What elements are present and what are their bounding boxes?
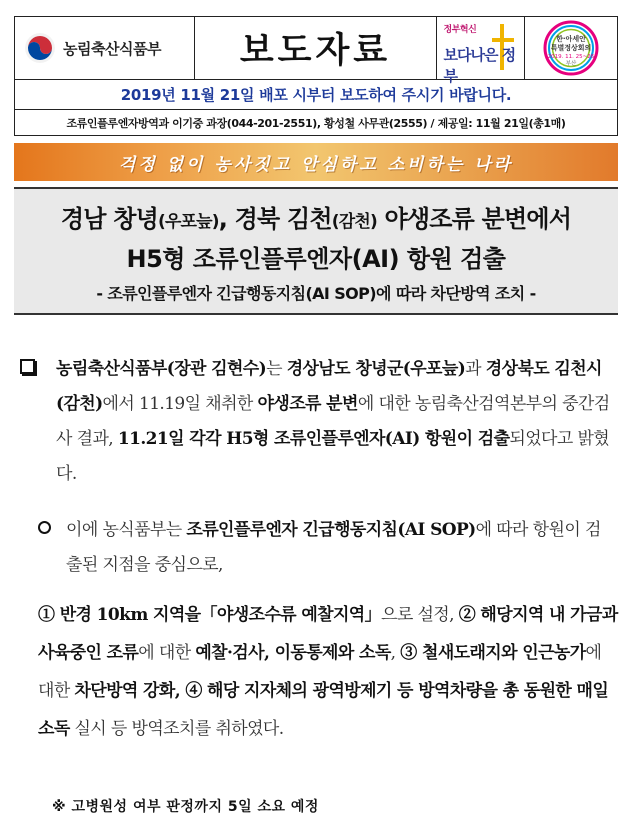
text-run: 에 따라 항원이 검출된 지점을 중심으로, [66,520,601,575]
press-header [14,16,618,85]
government-innovation-logo [442,20,520,85]
bold-text-run: ③ 철새도래지와 인근농가 [400,643,586,663]
bold-text-run: 야생조류 분변 [257,394,358,414]
contact-row [14,110,618,136]
title-cell [195,17,437,79]
slogan-banner [14,143,618,181]
text-run: , [390,643,401,663]
headline-part: 경남 창녕 [60,205,158,233]
text-run: 실시 등 방역조치를 취하였다. [69,719,284,739]
taegeuk-emblem-icon [25,33,55,63]
bold-text-run: 경상남도 창녕군(우포늪) [286,359,466,379]
text-run: 에서 11.19일 채취한 [102,394,258,414]
summit-name-line2: 특별정상회의 [550,44,592,52]
text-run: 되었다고 밝혔다. [56,429,610,484]
contact-info: 조류인플루엔자방역과 이기중 과장(044-201-2551), 황성철 사무관(2555) / 제공일: 11월 21일(총1매) [66,116,566,130]
headline-part: (우포늪) [157,212,219,232]
headline-part: , 경북 김천 [218,205,332,233]
headline-part: 야생조류 분변에서 [376,205,572,233]
bold-text-run: 차단방역 강화, ④ 해당 지자체의 광역방제기 등 방역차량을 총 동원한 매일 소독 [38,681,609,739]
page-title: 보도자료 [239,30,392,71]
text-run: 에 대한 [38,643,602,701]
paragraph-1 [56,352,616,492]
text-run: 에 대한 [138,643,196,663]
slogan-main: 보다나은 정부 [443,46,516,85]
square-bullet-icon [20,359,35,374]
org-name: 농림축산식품부 [63,39,161,58]
text-run: 에 대한 농림축산검역본부의 중간검사 결과, [56,394,610,449]
headline-part: (감천) [331,212,377,232]
bold-text-run: 11.21일 각각 H5형 조류인플루엔자(AI) 항원이 검출 [117,429,510,449]
headline-box [14,187,618,315]
summit-name-line1: 한·아세안 [556,35,586,43]
headline-line2: H5형 조류인플루엔자(AI) 항원 검출 [126,245,506,273]
headline-line1 [14,199,618,234]
bold-text-run: ① 반경 10km 지역을「야생조수류 예찰지역」 [38,605,382,625]
summit-logo [531,20,611,76]
release-date-row [14,80,618,110]
org-logo-cell [15,17,195,79]
release-date: 2019년 11월 21일 배포 시부터 보도하여 주시기 바랍니다. [120,86,512,104]
bold-text-run: 예찰·검사, 이동통제와 소독 [195,643,391,663]
circle-bullet-icon [38,521,51,534]
text-run: 과 [465,359,486,379]
note: ※ 고병원성 여부 판정까지 5일 소요 예정 [52,799,319,815]
headline-subtitle: - 조류인플루엔자 긴급행동지침(AI SOP)에 따라 차단방역 조치 - [96,284,536,303]
paragraph-3 [38,596,618,748]
bold-text-run: 경상북도 김천시(감천) [56,359,602,414]
summit-place: 부산 [565,61,577,67]
bold-text-run: 농림축산식품부(장관 김현수) [56,359,267,379]
text-run: 으로 설정, [381,605,459,625]
paragraph-2 [66,513,616,583]
bold-text-run: 조류인플루엔자 긴급행동지침(AI SOP) [186,520,476,540]
slogan-cell [437,17,525,85]
banner-text: 걱정 없이 농사짓고 안심하고 소비하는 나라 [118,154,514,175]
text-run: 는 [266,359,287,379]
text-run: 이에 농식품부는 [66,520,187,540]
summit-cell [525,17,617,79]
bold-text-run: ② 해당지역 내 가금과 사육중인 조류 [38,605,618,663]
slogan-top: 정부혁신 [443,25,477,35]
summit-date: 2019. 11. 25~26 [547,54,595,60]
